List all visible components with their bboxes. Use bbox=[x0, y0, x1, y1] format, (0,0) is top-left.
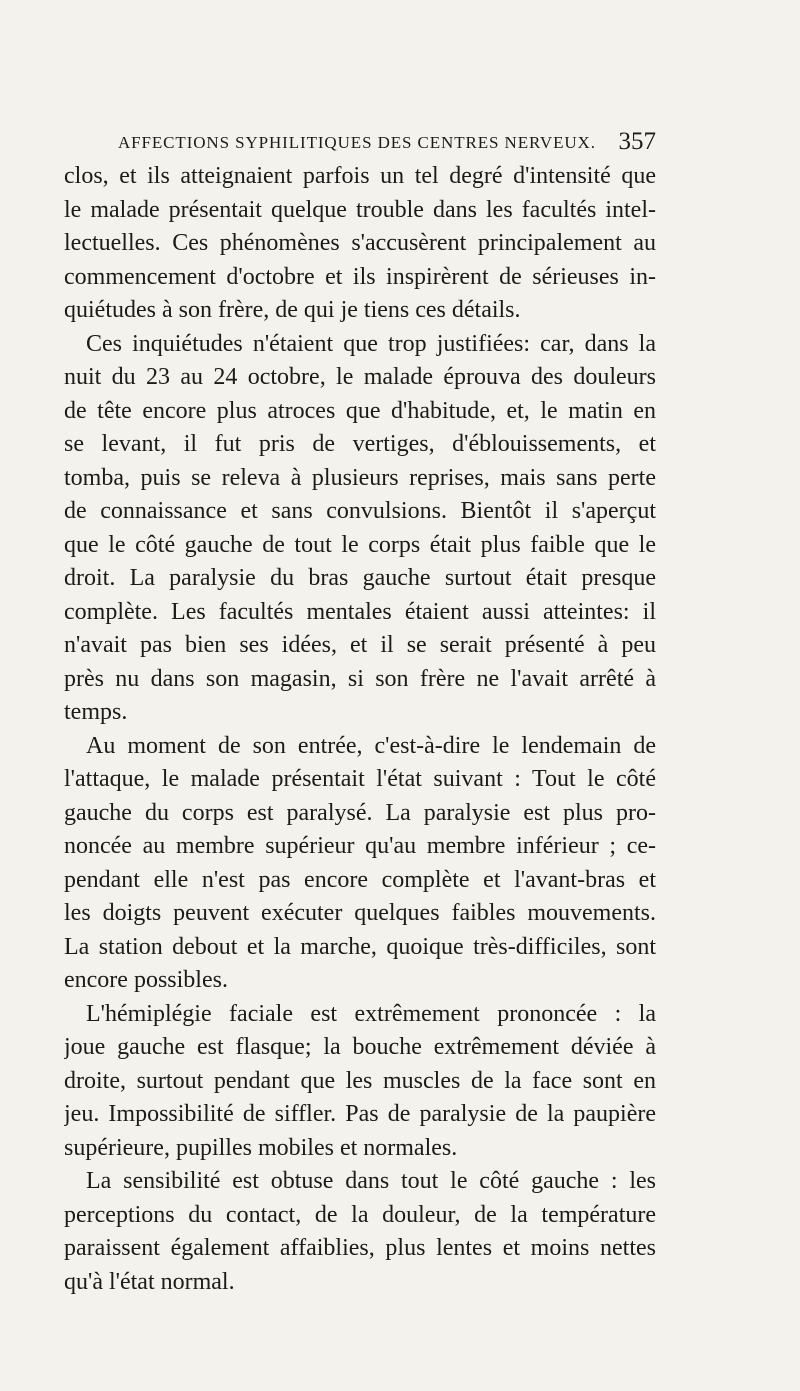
text-line: commencement d'octobre et ils inspirèrent de sérieuses in- bbox=[64, 263, 656, 290]
text-line: les doigts peuvent exécuter quelques faibles mouvements. bbox=[64, 900, 656, 926]
text-line: encore possibles. bbox=[64, 967, 228, 993]
text-line: de connaissance et sans convulsions. Bientôt il s'aperçut bbox=[64, 498, 656, 524]
text-line: se levant, il fut pris de vertiges, d'éblouissements, et bbox=[64, 431, 656, 457]
text-line: jeu. Impossibilité de siffler. Pas de paralysie de la paupière bbox=[64, 1101, 656, 1127]
text-line: pendant elle n'est pas encore complète et l'avant-bras et bbox=[64, 866, 656, 893]
running-head: AFFECTIONS SYPHILITIQUES DES CENTRES NERVEUX. bbox=[118, 133, 596, 152]
text-line: complète. Les facultés mentales étaient aussi atteintes: il bbox=[64, 598, 656, 625]
text-line: que le côté gauche de tout le corps était plus faible que le bbox=[64, 531, 656, 558]
page-header bbox=[114, 128, 656, 160]
text-line: supérieure, pupilles mobiles et normales. bbox=[64, 1134, 458, 1161]
text-line: droite, surtout pendant que les muscles de la face sont en bbox=[64, 1067, 656, 1094]
text-line: de tête encore plus atroces que d'habitude, et, le matin en bbox=[64, 397, 656, 424]
text-line: temps. bbox=[64, 699, 128, 725]
text-line: Au moment de son entrée, c'est-à-dire le lendemain de bbox=[86, 732, 656, 759]
page-number: 357 bbox=[618, 128, 656, 155]
text-line: clos, et ils atteignaient parfois un tel degré d'intensité que bbox=[64, 163, 656, 189]
text-line: La station debout et la marche, quoique très-difficiles, sont bbox=[64, 933, 656, 960]
text-line: nuit du 23 au 24 octobre, le malade éprouva des douleurs bbox=[64, 364, 656, 390]
body-text bbox=[64, 160, 656, 1299]
text-line: qu'à l'état normal. bbox=[64, 1268, 235, 1295]
text-line: noncée au membre supérieur qu'au membre inférieur ; ce- bbox=[64, 833, 656, 859]
text-line: Ces inquiétudes n'étaient que trop justifiées: car, dans la bbox=[86, 330, 656, 357]
text-line: près nu dans son magasin, si son frère ne l'avait arrêté à bbox=[64, 665, 656, 692]
text-line: joue gauche est flasque; la bouche extrêmement déviée à bbox=[64, 1034, 656, 1060]
text-line: L'hémiplégie faciale est extrêmement prononcée : la bbox=[86, 1000, 656, 1027]
text-line: lectuelles. Ces phénomènes s'accusèrent principalement au bbox=[64, 230, 656, 256]
text-line: gauche du corps est paralysé. La paralysie est plus pro- bbox=[64, 799, 656, 826]
text-line: perceptions du contact, de la douleur, de la température bbox=[64, 1201, 656, 1228]
text-line: droit. La paralysie du bras gauche surtout était presque bbox=[64, 565, 656, 591]
text-line: paraissent également affaiblies, plus lentes et moins nettes bbox=[64, 1235, 656, 1261]
text-line: tomba, puis se releva à plusieurs reprises, mais sans perte bbox=[64, 464, 656, 491]
text-line: n'avait pas bien ses idées, et il se serait présenté à peu bbox=[64, 632, 656, 658]
text-line: La sensibilité est obtuse dans tout le côté gauche : les bbox=[86, 1168, 656, 1194]
text-line: l'attaque, le malade présentait l'état suivant : Tout le côté bbox=[64, 766, 656, 792]
text-line: quiétudes à son frère, de qui je tiens ces détails. bbox=[64, 297, 521, 323]
text-line: le malade présentait quelque trouble dans les facultés intel- bbox=[64, 196, 656, 223]
